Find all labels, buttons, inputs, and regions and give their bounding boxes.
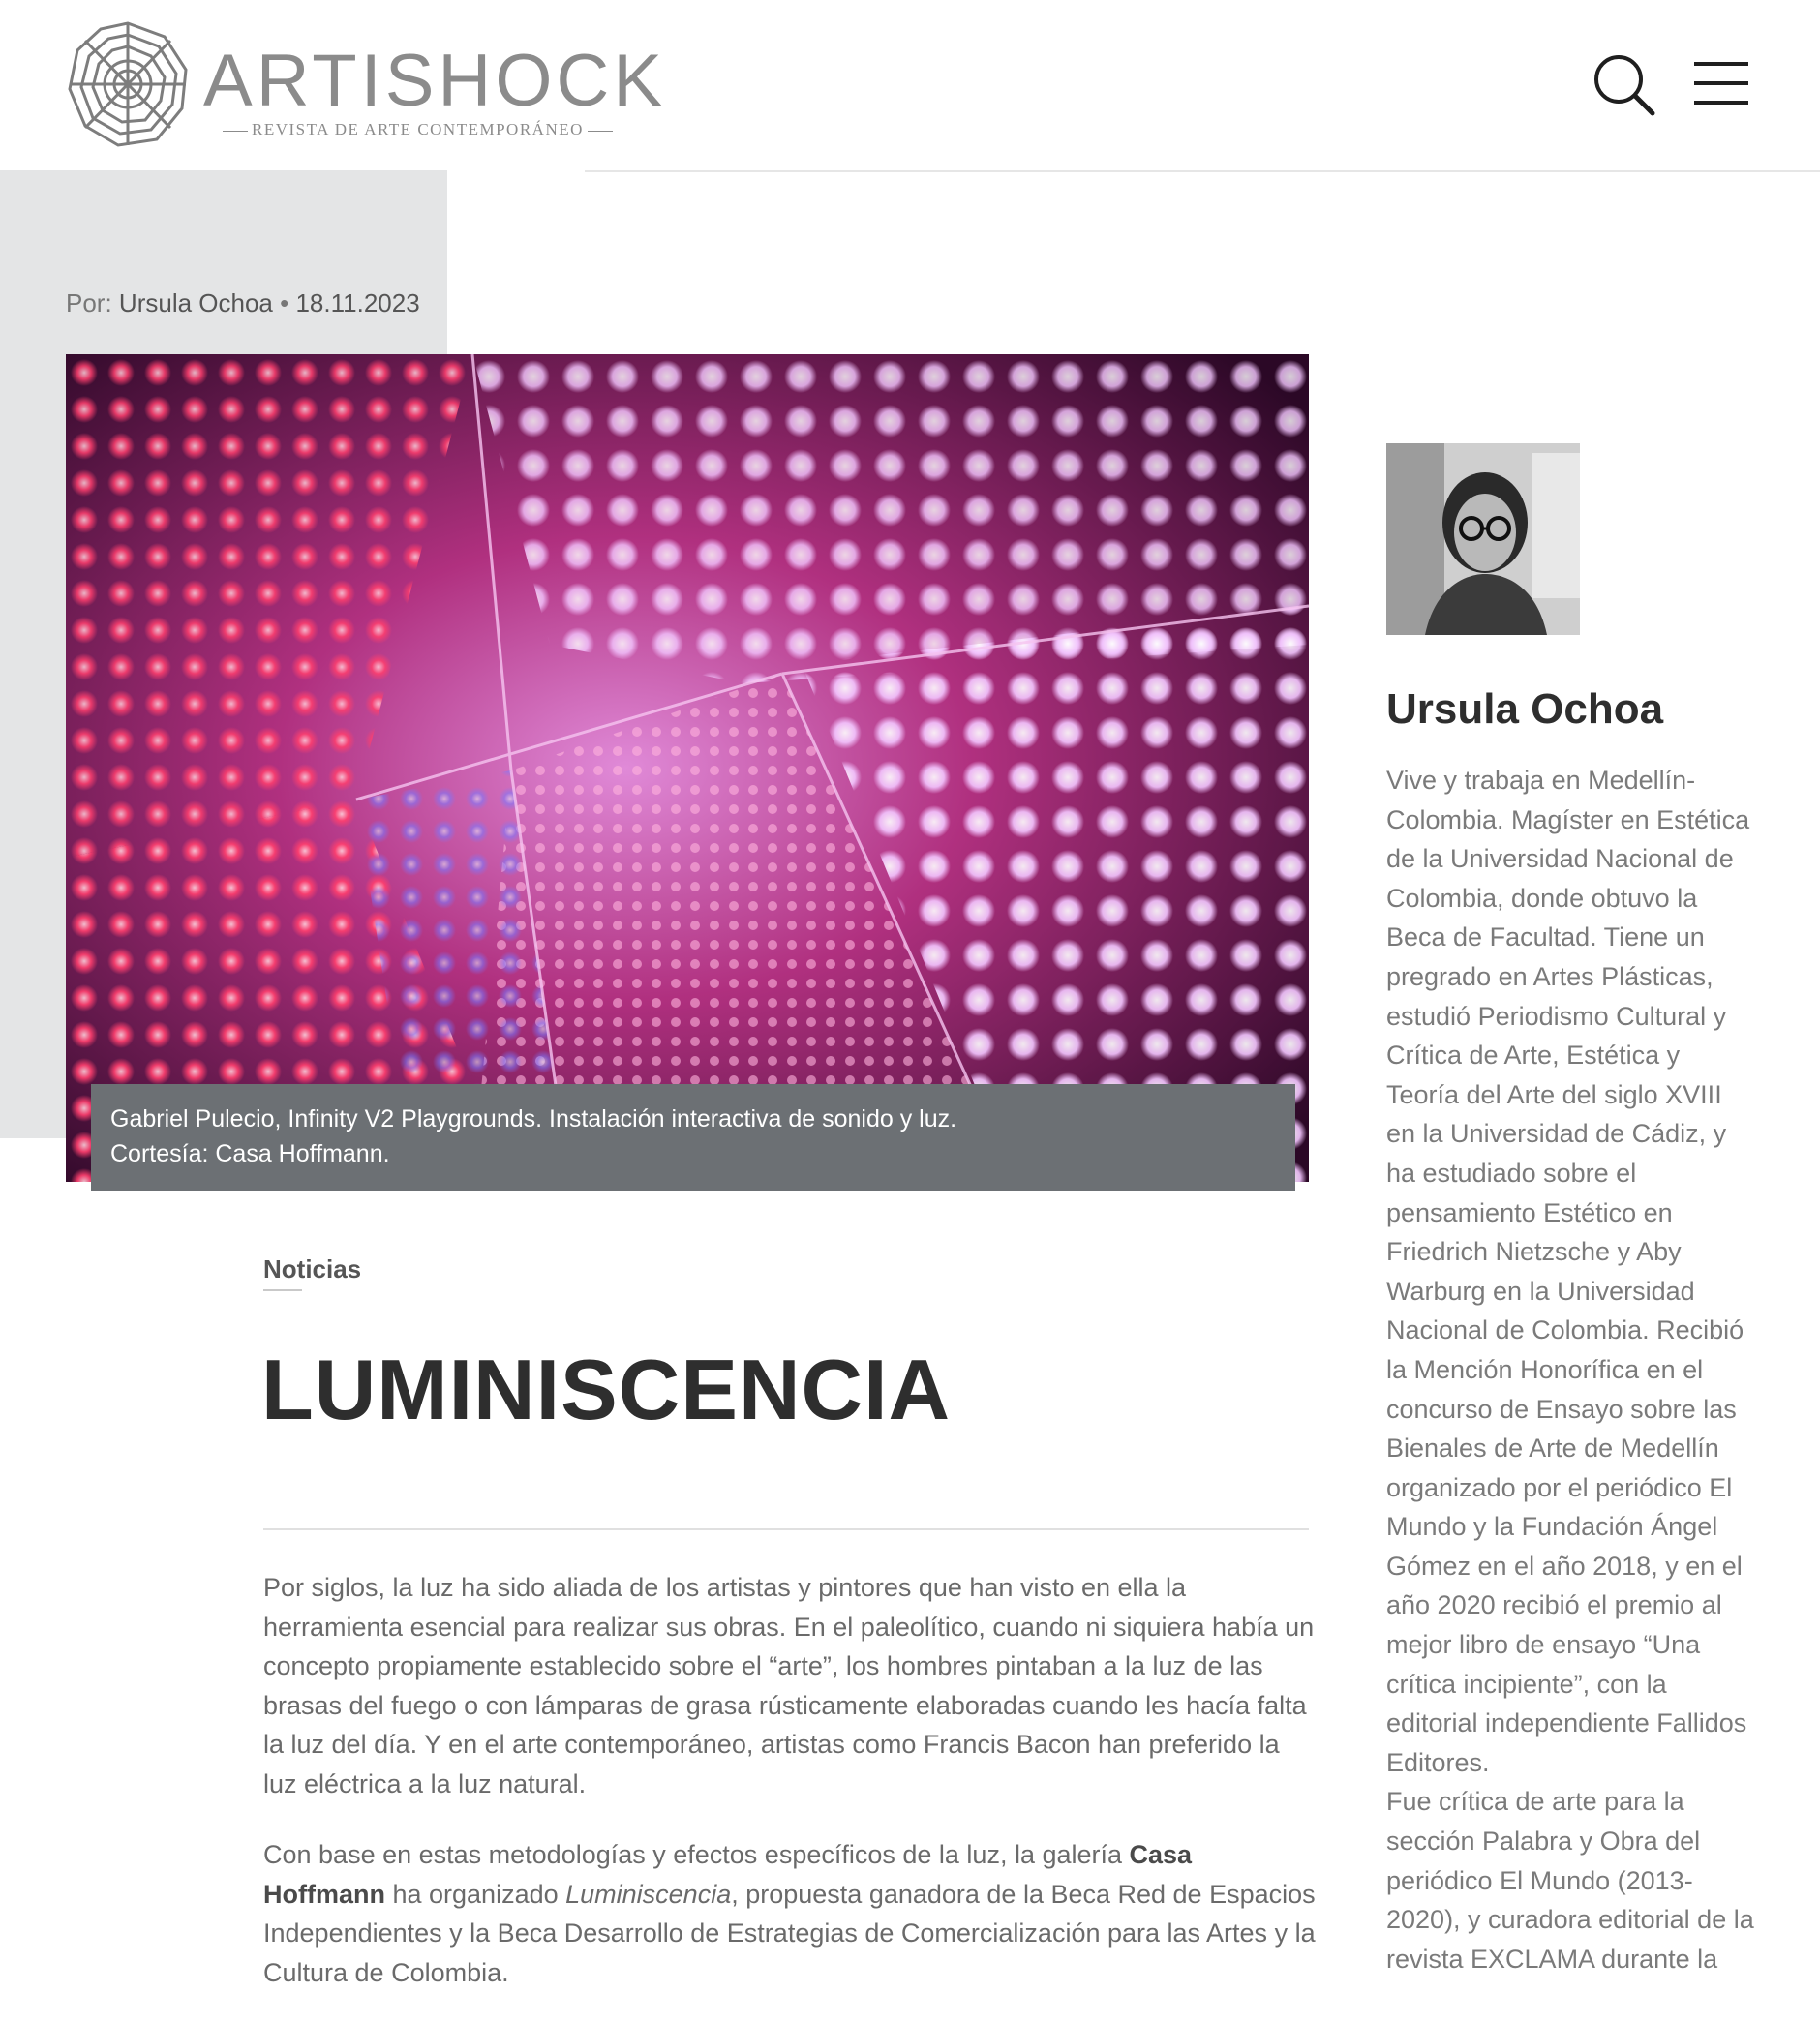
logo-wordmark: ARTISHOCK: [203, 40, 667, 122]
hero-image: [66, 354, 1309, 1182]
led-installation-illustration: [66, 354, 1309, 1182]
author-bio: [1386, 761, 1754, 1978]
author-portrait-icon: [1386, 443, 1580, 635]
site-header: [0, 0, 1820, 170]
author-bio-paragraph-2: Fue crítica de arte para la sección Palabra y Obra del periódico El Mundo (2013-2020), y curadora editorial de la revista EXCLAMA durante la: [1386, 1787, 1754, 1974]
article-paragraph-1: Por siglos, la luz ha sido aliada de los artistas y pintores que han visto en ella la herramienta esencial para realizar sus obras. En el paleolítico, cuando ni siquiera había un concepto propiamente establecido sobre el “arte”, los hombres pintaban a la luz de las brasas del fuego o con lámparas de grasa rústicamente elaboradas cuando les hacía falta la luz del día. Y en el arte contemporáneo, artistas como Francis Bacon han preferido la luz eléctrica a la luz natural.: [263, 1573, 1315, 1798]
search-button[interactable]: [1592, 52, 1655, 116]
menu-button[interactable]: [1694, 60, 1748, 106]
category-link[interactable]: Noticias: [263, 1254, 362, 1283]
p2-text-b: ha organizado: [384, 1879, 566, 1909]
hamburger-menu-icon: [1694, 60, 1748, 106]
title-divider: [263, 1528, 1309, 1530]
category-underline: [263, 1289, 302, 1291]
hero-caption: [91, 1084, 1295, 1191]
caption-line-2: Cortesía: Casa Hoffmann.: [110, 1140, 390, 1167]
gallery-name: Casa Hoffmann: [263, 1840, 1193, 1909]
header-divider: [585, 170, 1820, 172]
exhibition-name: Luminiscencia: [565, 1879, 732, 1909]
author-bio-paragraph-1: Vive y trabaja en Medellín-Colombia. Magíster en Estética de la Universidad Nacional de Colombia, donde obtuvo la Beca de Facultad. Tiene un pregrado en Artes Plásticas, estudió Periodismo Cultural y Crítica de Arte, Estética y Teoría del Arte del siglo XVIII en la Universidad de Cádiz, y ha estudiado sobre el pensamiento Estético en Friedrich Nietzsche y Aby Warburg en la Universidad Nacional de Colombia. Recibió la Mención Honorífica en el concurso de Ensayo sobre las Bienales de Arte de Medellín organizado por el periódico El Mundo y la Fundación Ángel Gómez en el año 2018, y en el año 2020 recibió el premio al mejor libro de ensayo “Una crítica incipiente”, con la editorial independiente Fallidos Editores.: [1386, 766, 1750, 1777]
p2-text-a: Con base en estas metodologías y efectos específicos de la luz, la galería: [263, 1840, 1130, 1869]
publish-date: 18.11.2023: [295, 288, 420, 317]
author-photo[interactable]: [1386, 443, 1580, 635]
logo-mark-icon: [64, 19, 192, 149]
site-logo[interactable]: [64, 19, 667, 149]
author-link[interactable]: Ursula Ochoa: [118, 288, 273, 317]
by-label: Por:: [66, 288, 112, 317]
caption-line-1: Gabriel Pulecio, Infinity V2 Playgrounds. Instalación interactiva de sonido y luz.: [110, 1105, 957, 1132]
search-icon: [1592, 52, 1655, 116]
logo-tagline: REVISTA DE ARTE CONTEMPORÁNEO: [219, 120, 617, 139]
p2-text-c: , propuesta ganadora de la Beca Red de Espacios Independientes y la Beca Desarrollo de Estrategias de Comercialización para las Artes y la Cultura de Colombia.: [263, 1879, 1316, 1987]
article-meta: [66, 288, 420, 318]
meta-separator: •: [280, 288, 289, 317]
article-title: LUMINISCENCIA: [261, 1342, 952, 1437]
sidebar-author-name: Ursula Ochoa: [1386, 685, 1664, 733]
article-paragraph-2: [263, 1835, 1319, 1992]
